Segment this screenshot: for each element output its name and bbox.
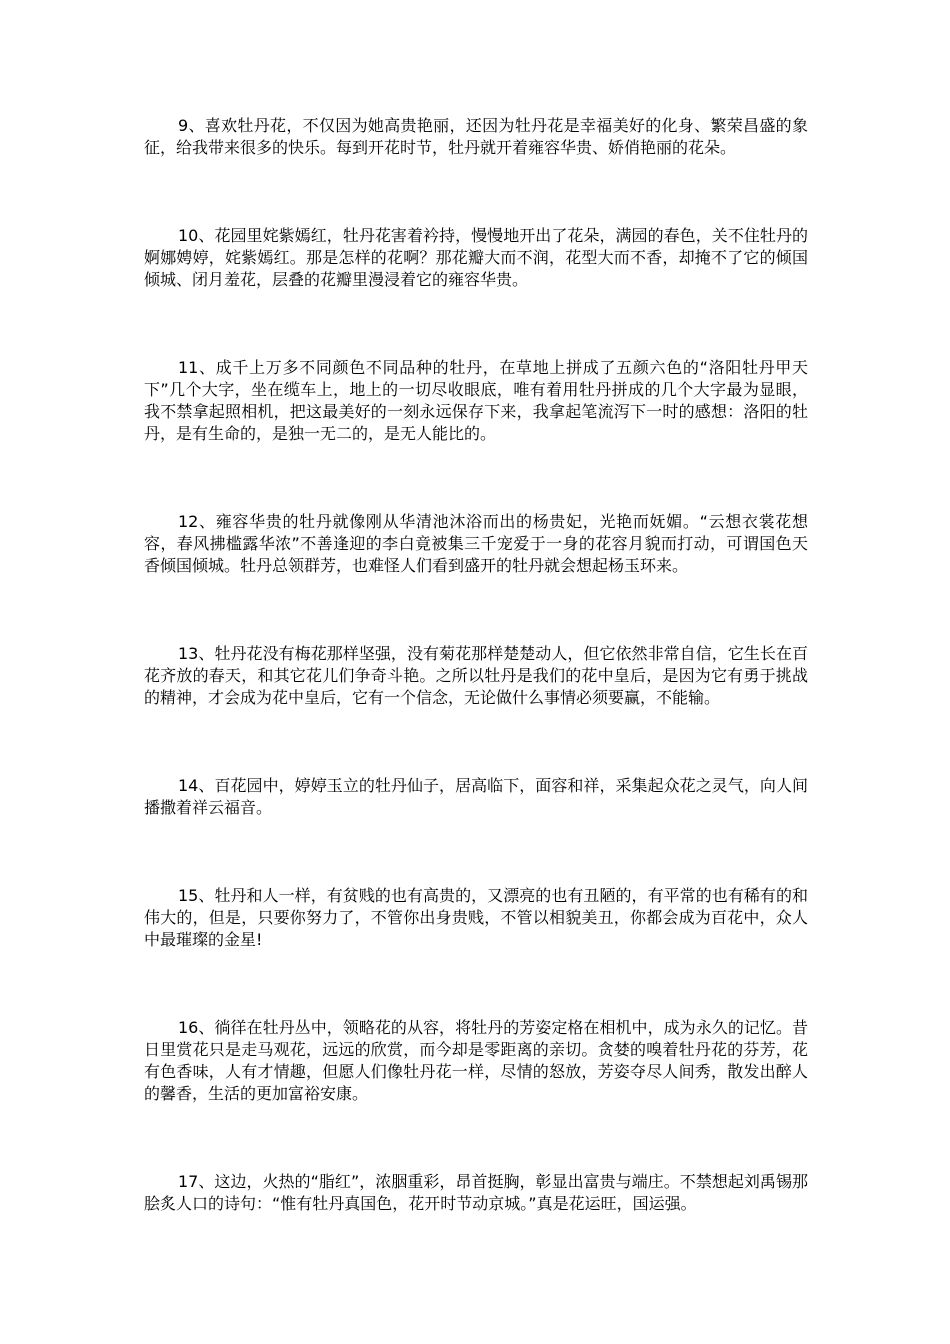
paragraph-14: 14、百花园中，婷婷玉立的牡丹仙子，居高临下，面容和祥，采集起众花之灵气，向人间播撒着祥云福音。 [144,776,808,817]
paragraph-12: 12、雍容华贵的牡丹就像刚从华清池沐浴而出的杨贵妃，光艳而妩媚。“云想衣裳花想容，春风拂槛露华浓”不善逢迎的李白竟被集三千宠爱于一身的花容月貌而打动，可谓国色天香倾国倾城。牡丹总领群芳，也难怪人们看到盛开的牡丹就会想起杨玉环来。 [144,512,808,575]
paragraph-17: 17、这边，火热的“脂红”，浓胭重彩，昂首挺胸，彰显出富贵与端庄。不禁想起刘禹锡那脍炙人口的诗句：“惟有牡丹真国色，花开时节动京城。”真是花运旺，国运强。 [144,1172,808,1213]
paragraph-9: 9、喜欢牡丹花，不仅因为她高贵艳丽，还因为牡丹花是幸福美好的化身、繁荣昌盛的象征，给我带来很多的快乐。每到开花时节，牡丹就开着雍容华贵、娇俏艳丽的花朵。 [144,116,808,157]
paragraph-13: 13、牡丹花没有梅花那样坚强，没有菊花那样楚楚动人，但它依然非常自信，它生长在百花齐放的春天，和其它花儿们争奇斗艳。之所以牡丹是我们的花中皇后，是因为它有勇于挑战的精神，才会成为花中皇后，它有一个信念，无论做什么事情必须要赢，不能输。 [144,644,808,707]
paragraph-10: 10、花园里姹紫嫣红，牡丹花害着衿持，慢慢地开出了花朵，满园的春色，关不住牡丹的婀娜娉婷，姹紫嫣红。那是怎样的花啊？那花瓣大而不润，花型大而不香，却掩不了它的倾国倾城、闭月羞花，层叠的花瓣里漫浸着它的雍容华贵。 [144,226,808,289]
paragraph-16: 16、徜徉在牡丹丛中，领略花的从容，将牡丹的芳姿定格在相机中，成为永久的记忆。昔日里赏花只是走马观花，远远的欣赏，而今却是零距离的亲切。贪婪的嗅着牡丹花的芬芳，花有色香味，人有才情趣，但愿人们像牡丹花一样，尽情的怒放，芳姿夺尽人间秀，散发出醉人的馨香，生活的更加富裕安康。 [144,1018,808,1103]
document-body [144,115,808,1215]
paragraph-11: 11、成千上万多不同颜色不同品种的牡丹，在草地上拼成了五颜六色的“洛阳牡丹甲天下”几个大字，坐在缆车上，地上的一切尽收眼底，唯有着用牡丹拼成的几个大字最为显眼，我不禁拿起照相机，把这最美好的一刻永远保存下来，我拿起笔流泻下一时的感想：洛阳的牡丹，是有生命的，是独一无二的，是无人能比的。 [144,358,808,443]
paragraph-15: 15、牡丹和人一样，有贫贱的也有高贵的，又漂亮的也有丑陋的，有平常的也有稀有的和伟大的，但是，只要你努力了，不管你出身贵贱，不管以相貌美丑，你都会成为百花中，众人中最璀璨的金星! [144,886,808,949]
